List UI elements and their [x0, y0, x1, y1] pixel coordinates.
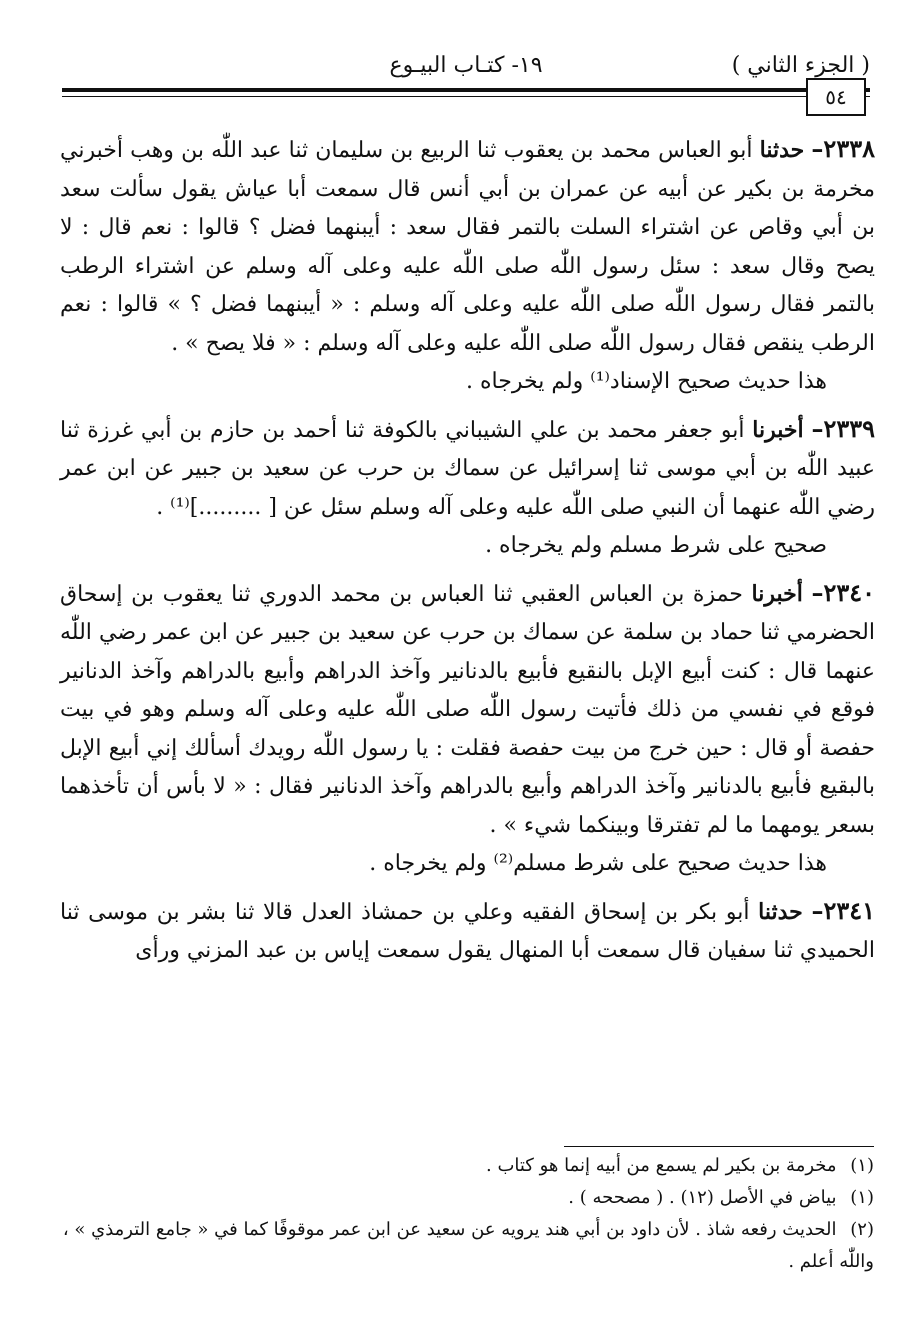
- footnote-mark: (١): [850, 1155, 874, 1176]
- volume-label: ( الجزء الثاني ): [731, 53, 870, 78]
- footnote-mark: (١): [850, 1187, 874, 1208]
- hadith-verdict: هذا حديث صحيح الإسناد⁽¹⁾ ولم يخرجاه .: [466, 369, 827, 394]
- footnote-item: [62, 1150, 874, 1182]
- hadith-verdict: هذا حديث صحيح على شرط مسلم⁽²⁾ ولم يخرجاه .: [369, 851, 827, 876]
- hadith-body: [60, 130, 875, 971]
- hadith-number: ٢٣٤١–: [811, 895, 875, 925]
- hadith-text: حمزة بن العباس العقبي ثنا العباس بن محمد الدوري ثنا يعقوب بن إسحاق الحضرمي ثنا حماد بن سلمة عن سماك بن حرب عن سعيد بن جبير عن ابن عمر رضي اللّٰه عنهما قال : كنت أبيع الإبل بالنقيع فأبيع بالدنانير وآخذ الدراهم وأبيع بالدراهم وآخذ الدنانير فوقع في نفسي من ذلك فأتيت رسول اللّٰه صلى اللّٰه عليه وعلى آله وسلم وهو في بيت حفصة أو قال : حين خرج من بيت حفصة فقلت : يا رسول اللّٰه رويدك أسألك إني أبيع الإبل بالبقيع فأبيع بالدنانير وآخذ الدراهم وأبيع بالدراهم وآخذ الدنانير فقال : « لا بأس أن تأخذهما بسعر يومهما ما لم تفترقا وبينكما شيء » .: [60, 581, 875, 838]
- footnote-separator: [564, 1146, 874, 1147]
- header-rule-thick: [62, 88, 870, 92]
- footnote-text: مخرمة بن بكير لم يسمع من أبيه إنما هو كتاب .: [486, 1155, 837, 1176]
- hadith-keyword: أخبرنا: [752, 416, 804, 443]
- page-number: ٥٤: [825, 85, 847, 109]
- hadith-keyword: حدثنا: [758, 898, 803, 925]
- hadith-verdict: صحيح على شرط مسلم ولم يخرجاه .: [485, 533, 827, 558]
- hadith-text: أبو العباس محمد بن يعقوب ثنا الربيع بن سليمان ثنا عبد اللّٰه بن وهب أخبرني مخرمة بن بكير عن أبيه عن عمران بن أبي أنس قال سمعت أبا عياش يقول سألت سعد بن أبي وقاص عن اشتراء السلت بالتمر فقال سعد : أيبنهما فضل ؟ قالوا : نعم قال : لا يصح وقال سعد : سئل رسول اللّٰه صلى اللّٰه عليه وعلى آله وسلم عن اشتراء الرطب بالتمر فقال رسول اللّٰه صلى اللّٰه عليه وعلى آله وسلم : « أيبنهما فضل ؟ » قالوا : نعم الرطب ينقص فقال رسول اللّٰه صلى اللّٰه عليه وعلى آله وسلم : « فلا يصح » .: [60, 138, 875, 356]
- footnote-item: [62, 1182, 874, 1214]
- hadith-text: أبو جعفر محمد بن علي الشيباني بالكوفة ثنا أحمد بن حازم بن أبي غرزة ثنا عبيد اللّٰه بن أبي موسى ثنا إسرائيل عن سماك بن حرب عن سعيد بن جبير عن ابن عمر رضي اللّٰه عنهما أن النبي صلى اللّٰه عليه وعلى آله وسلم سئل عن [ .........]⁽¹⁾ .: [60, 417, 875, 520]
- header-rule-thin: [62, 96, 870, 97]
- page-number-box: [806, 78, 866, 116]
- hadith-keyword: حدثنا: [759, 137, 805, 163]
- hadith-number: ٢٣٤٠–: [811, 577, 875, 607]
- running-header: [62, 48, 870, 84]
- footnote-text: الحديث رفعه شاذ . لأن داود بن أبي هند يرويه عن سعيد عن ابن عمر موقوفًا كما في « جامع الترمذي » ، واللّٰه أعلم .: [62, 1219, 874, 1272]
- footnote-item: [62, 1214, 874, 1278]
- hadith-entry: [60, 410, 875, 528]
- footnote-mark: (٢): [850, 1219, 874, 1240]
- hadith-entry: [60, 130, 875, 363]
- hadith-number: ٢٣٣٩–: [811, 413, 876, 443]
- footnote-text: بياض في الأصل (١٢) . ( مصححه ) .: [568, 1187, 837, 1208]
- chapter-title: ١٩- كتـاب البيـوع: [389, 53, 543, 78]
- hadith-number: ٢٣٣٨–: [811, 134, 875, 163]
- footnotes: [62, 1150, 874, 1278]
- hadith-text: أبو بكر بن إسحاق الفقيه وعلي بن حمشاذ العدل قالا ثنا بشر بن موسى ثنا الحميدي ثنا سفيان قال سمعت أبا المنهال يقول سمعت إياس بن عبد المزني ورأى: [60, 899, 875, 963]
- hadith-entry: [60, 892, 875, 971]
- hadith-keyword: أخبرنا: [751, 580, 803, 607]
- hadith-entry: [60, 574, 875, 846]
